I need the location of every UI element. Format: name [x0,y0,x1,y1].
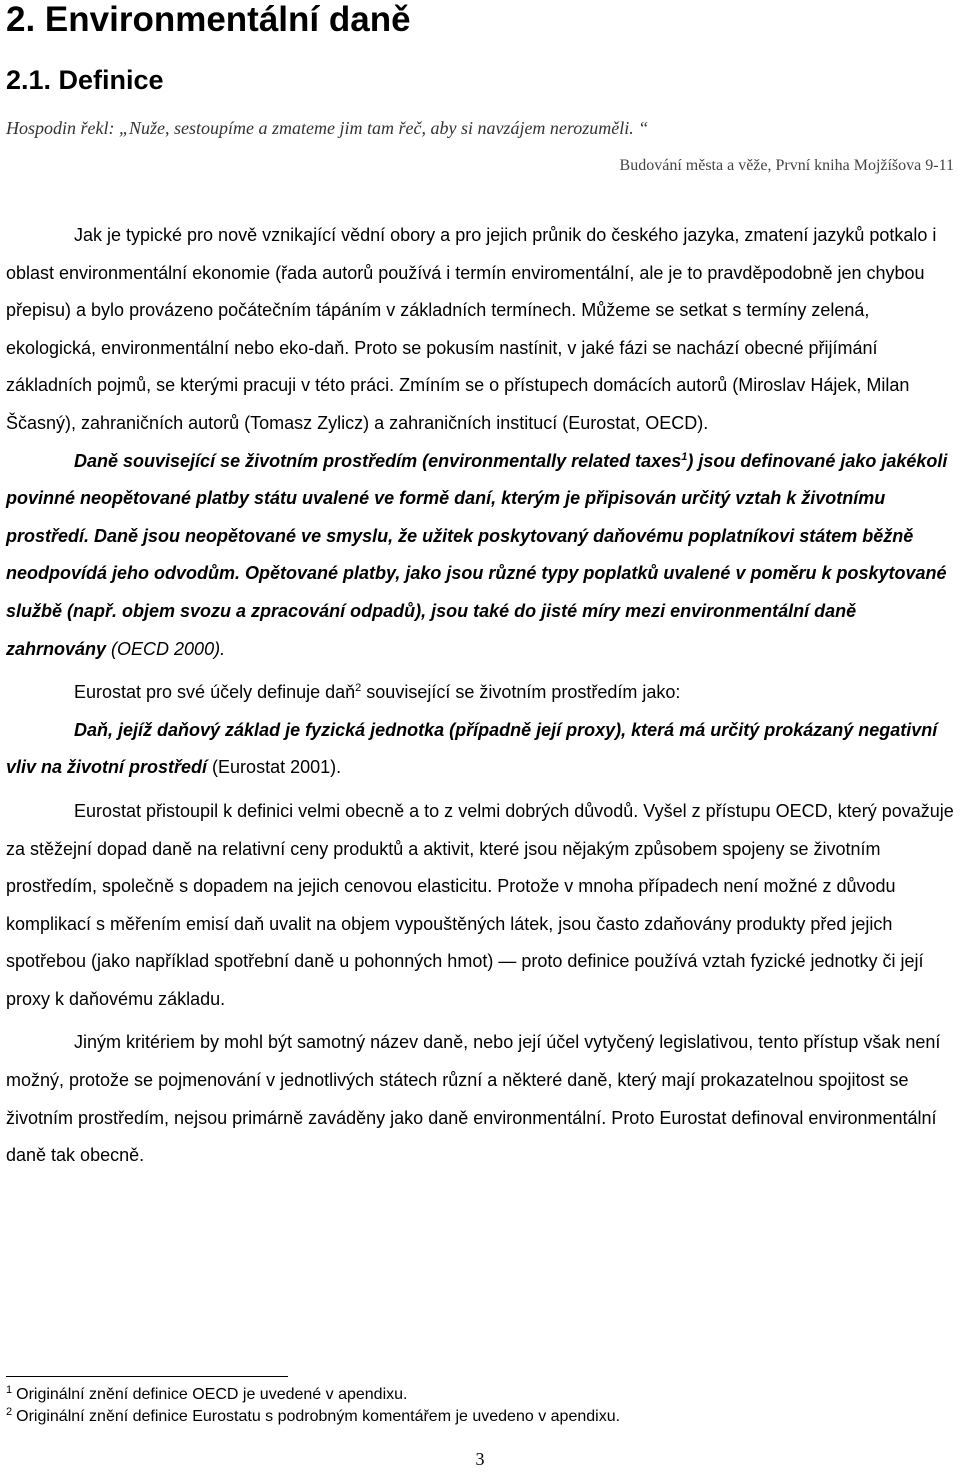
section-heading: 2. Environmentální daně [6,0,411,39]
paragraph-intro: Jak je typické pro nově vznikající vědní obory a pro jejich průnik do českého jazyka, zmatení jazyků potkalo i oblast environmentální ekonomie (řada autorů používá i termín enviromentální, ale je to pravděpodobně jen chybou přepisu) a bylo provázeno počátečním tápáním v základních termínech. Můžeme se setkat s termíny zelená, ekologická, environmentální nebo eko-daň. Proto se pokusím nastínit, v jaké fázi se nachází obecné přijímání základních pojmů, se kterými pracuji v této práci. Zmíním se o přístupech domácích autorů (Miroslav Hájek, Milan Ščasný), zahraničních autorů (Tomasz Zylicz) a zahraničních institucí (Eurostat, OECD). [6,225,937,433]
motto-source: Budování města a věže, První kniha Mojžíšova 9-11 [619,157,954,174]
footnote-ref-1: 1 [681,450,688,463]
footnote-mark: 2 [6,1406,13,1418]
paragraph-eurostat-intro [6,674,954,712]
motto-quote: Hospodin řekl: „Nuže, sestoupíme a zmateme jim tam řeč, aby si navzájem nerozuměli. “ [6,118,649,138]
eurostat-definition-text: Daň, jejíž daňový základ je fyzická jednotka (případně její proxy), která má určitý prokázaný negativní vliv na životní prostředí [6,719,938,778]
paragraph-other-criteria: Jiným kritériem by mohl být samotný název daně, nebo její účel vytyčený legislativou, tento přístup však není možný, protože se pojmenování v jednotlivých státech různí a některé daně, který mají prokazatelnou spojitost se životním prostředím, nejsou primárně zaváděny jako daně environmentální. Proto Eurostat definoval environmentální daně tak obecně. [6,1032,941,1166]
body-text [6,217,954,1175]
footnote-2 [6,1406,620,1428]
paragraph-oecd-definition [6,443,954,669]
oecd-definition-text-b: ) jsou definované jako jakékoli povinné neopětované platby státu uvalené ve formě daní, kterým je připisován určitý vztah k životnímu prostředí. Daně jsou neopětované ve smyslu, že užitek poskytovaný daňovému poplatníkovi státem běžně neodpovídá jeho odvodům. Opětované platby, jako jsou různé typy poplatků uvalené v poměru k poskytované službě (např. objem svozu a zpracování odpadů), jsou také do jisté míry mezi environmentální daně zahrnovány [6,450,948,659]
eurostat-intro-text-a: Eurostat pro své účely definuje daň [74,682,356,703]
footnote-mark: 1 [6,1384,13,1396]
paragraph-eurostat-definition [6,712,954,787]
footnote-1 [6,1384,620,1406]
footnote-text: Originální znění definice Eurostatu s podrobným komentářem je uvedeno v apendixu. [16,1408,621,1425]
eurostat-citation: (Eurostat 2001). [207,757,342,778]
oecd-definition-text-a: Daně související se životním prostředím (environmentally related taxes [74,450,682,471]
eurostat-intro-text-b: související se životním prostředím jako: [361,682,681,703]
oecd-citation: (OECD 2000). [106,638,226,659]
footnote-separator [6,1376,288,1377]
paragraph-eurostat-approach: Eurostat přistoupil k definici velmi obecně a to z velmi dobrých důvodů. Vyšel z přístupu OECD, který považuje za stěžejní dopad daně na relativní ceny produktů a aktivit, které jsou nějakým způsobem spojeny se životním prostředím, společně s dopadem na jejich cenovou elasticitu. Protože v mnoha případech není možné z důvodu komplikací s měřením emisí daň uvalit na objem vypouštěných látek, jsou často zdaňovány produkty před jejich spotřebou (jako například spotřební daně u pohonných hmot) — proto definice používá vztah fyzické jednotky či její proxy k daňovému základu. [6,800,954,1009]
footnote-text: Originální znění definice OECD je uvedené v apendixu. [16,1386,408,1403]
footnote-ref-2: 2 [355,682,362,695]
page-number: 3 [475,1449,485,1469]
subsection-heading: 2.1. Definice [6,65,164,95]
footnotes [6,1384,620,1428]
